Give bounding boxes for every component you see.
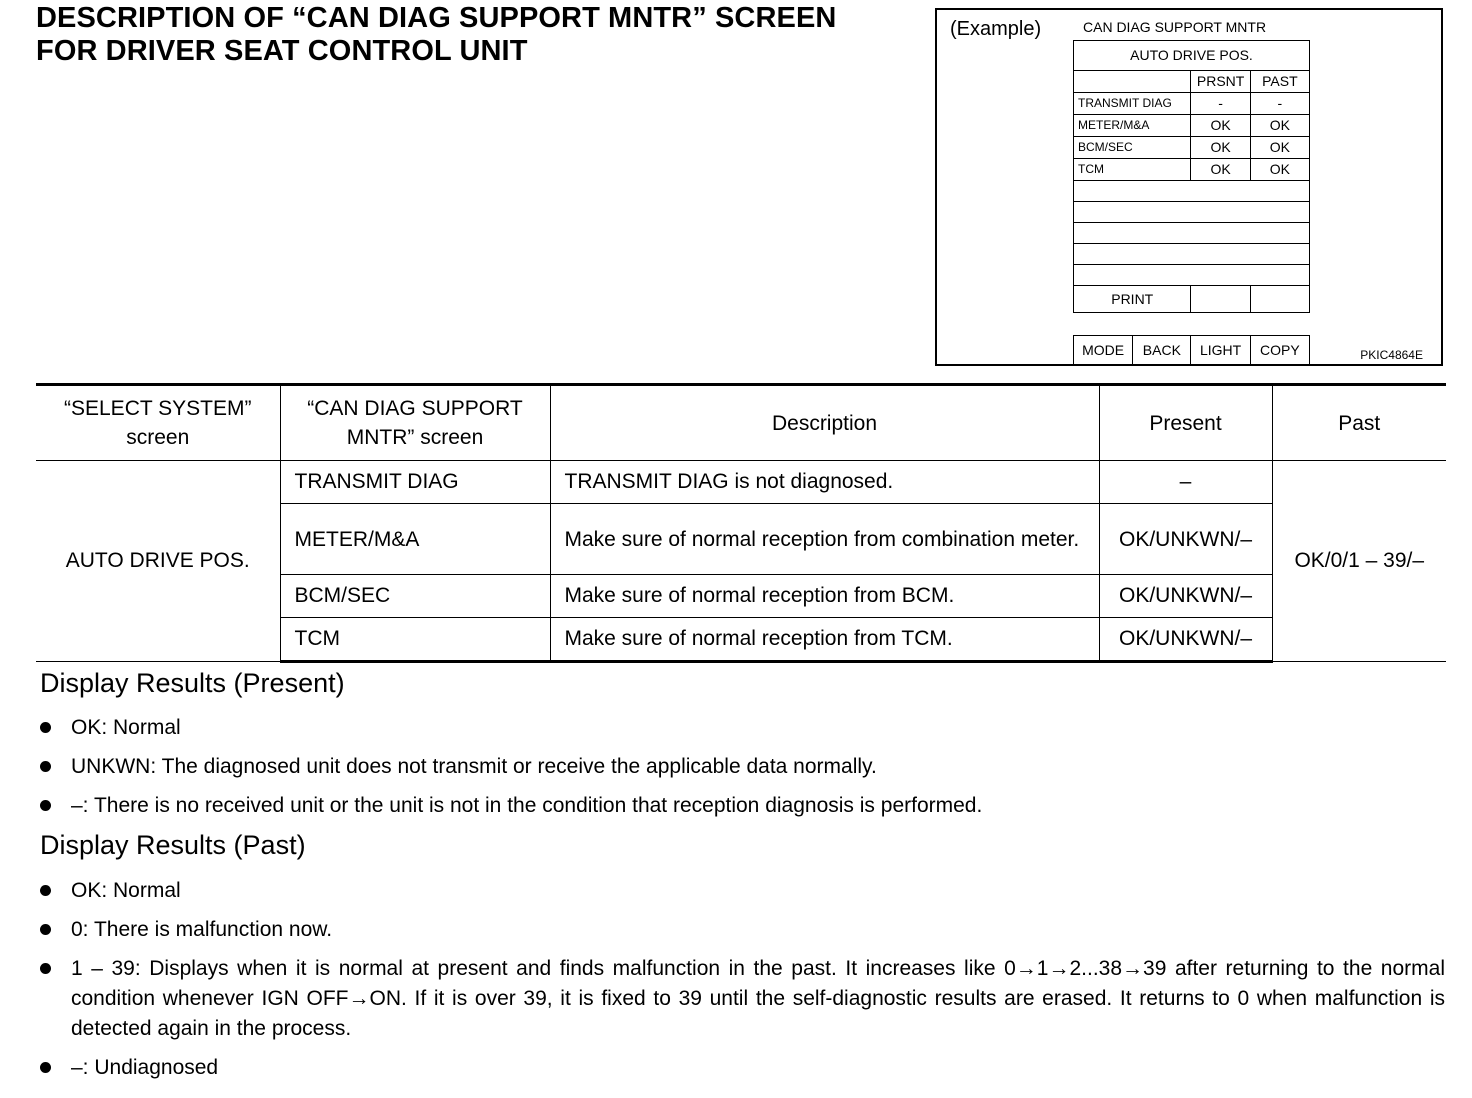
bullet-icon [40,800,51,811]
example-row-past: OK [1250,159,1309,181]
item-cell: BCM/SEC [280,575,550,618]
example-light-button: LIGHT [1191,336,1250,365]
list-item-text: 0: There is malfunction now. [71,918,333,941]
example-blank-cell [1191,286,1250,313]
list-item [40,1053,1445,1083]
example-system-name: AUTO DRIVE POS. [1074,41,1310,71]
list-item-text: 1 – 39: Displays when it is normal at present and finds malfunction in the past. It increases like 0→1→2...38→39 after returning to the normal condition whenever IGN OFF→ON. If it is over 39, it is fixed to 39 until the self-diagnostic results are erased. It returns to 0 when malfunction is detected again in the process. [71,957,1445,1040]
example-empty-row [1074,202,1310,223]
bullet-icon [40,722,51,733]
example-blank-cell [1250,286,1309,313]
list-item-text: UNKWN: The diagnosed unit does not transmit or receive the applicable data normally. [71,755,877,778]
example-col-past: PAST [1250,71,1309,93]
bullet-icon [40,885,51,896]
list-item-text: –: There is no received unit or the unit is not in the condition that reception diagnosis is performed. [71,794,983,817]
header-past: Past [1272,385,1446,461]
header-description: Description [550,385,1099,461]
example-row-item: METER/M&A [1074,115,1191,137]
present-cell: – [1099,461,1272,504]
example-row-past: - [1250,93,1309,115]
example-monitor-table [1073,40,1310,313]
bullet-icon [40,963,51,974]
example-row [1074,93,1310,115]
header-select-system: “SELECT SYSTEM” screen [36,385,280,461]
item-cell: METER/M&A [280,504,550,575]
example-empty-row [1074,244,1310,265]
example-header-blank [1074,71,1191,93]
page-title [36,2,926,68]
past-results-heading: Display Results (Past) [40,830,306,860]
present-results-heading: Display Results (Present) [40,668,345,698]
list-item [40,954,1445,1044]
description-cell: Make sure of normal reception from BCM. [550,575,1099,618]
list-item [40,915,1445,945]
example-row-item: TRANSMIT DIAG [1074,93,1191,115]
example-col-present: PRSNT [1191,71,1250,93]
list-item [40,791,1445,821]
description-cell: Make sure of normal reception from combination meter. [550,504,1099,575]
example-row-item: BCM/SEC [1074,137,1191,159]
example-row [1074,115,1310,137]
title-line-2: FOR DRIVER SEAT CONTROL UNIT [36,35,528,67]
example-row-present: OK [1191,159,1250,181]
list-item-text: –: Undiagnosed [71,1056,219,1079]
present-results-list [40,713,1445,821]
bullet-icon [40,924,51,935]
present-cell: OK/UNKWN/– [1099,618,1272,662]
example-empty-row [1074,265,1310,286]
item-cell: TRANSMIT DIAG [280,461,550,504]
present-cell: OK/UNKWN/– [1099,504,1272,575]
description-cell: Make sure of normal reception from TCM. [550,618,1099,662]
example-print-button: PRINT [1074,286,1191,313]
present-cell: OK/UNKWN/– [1099,575,1272,618]
example-row [1074,159,1310,181]
system-cell: AUTO DRIVE POS. [36,461,280,662]
example-row-item: TCM [1074,159,1191,181]
past-results-list [40,876,1445,1083]
example-empty-row [1074,181,1310,202]
description-cell: TRANSMIT DIAG is not diagnosed. [550,461,1099,504]
header-present: Present [1099,385,1272,461]
example-label: (Example) [950,18,1042,40]
example-screen-figure [935,8,1443,366]
bullet-icon [40,1062,51,1073]
list-item-text: OK: Normal [71,879,181,902]
header-can-diag: “CAN DIAG SUPPORT MNTR” screen [280,385,550,461]
list-item [40,876,1445,906]
table-row [36,461,1446,504]
list-item [40,713,1445,743]
example-row-present: OK [1191,115,1250,137]
past-cell: OK/0/1 – 39/– [1272,461,1446,662]
example-back-button: BACK [1133,336,1191,365]
list-item-text: OK: Normal [71,716,181,739]
bullet-icon [40,761,51,772]
example-mode-button: MODE [1074,336,1133,365]
example-copy-button: COPY [1250,336,1309,365]
can-diag-table [36,383,1446,663]
example-row-past: OK [1250,115,1309,137]
example-button-row [1073,335,1310,365]
example-row-present: - [1191,93,1250,115]
title-line-1: DESCRIPTION OF “CAN DIAG SUPPORT MNTR” SCREEN [36,2,837,34]
example-row-present: OK [1191,137,1250,159]
list-item [40,752,1445,782]
item-cell: TCM [280,618,550,662]
example-empty-row [1074,223,1310,244]
example-row-past: OK [1250,137,1309,159]
example-row [1074,137,1310,159]
example-screen-title: CAN DIAG SUPPORT MNTR [1083,19,1267,35]
figure-code: PKIC4864E [1360,348,1423,362]
